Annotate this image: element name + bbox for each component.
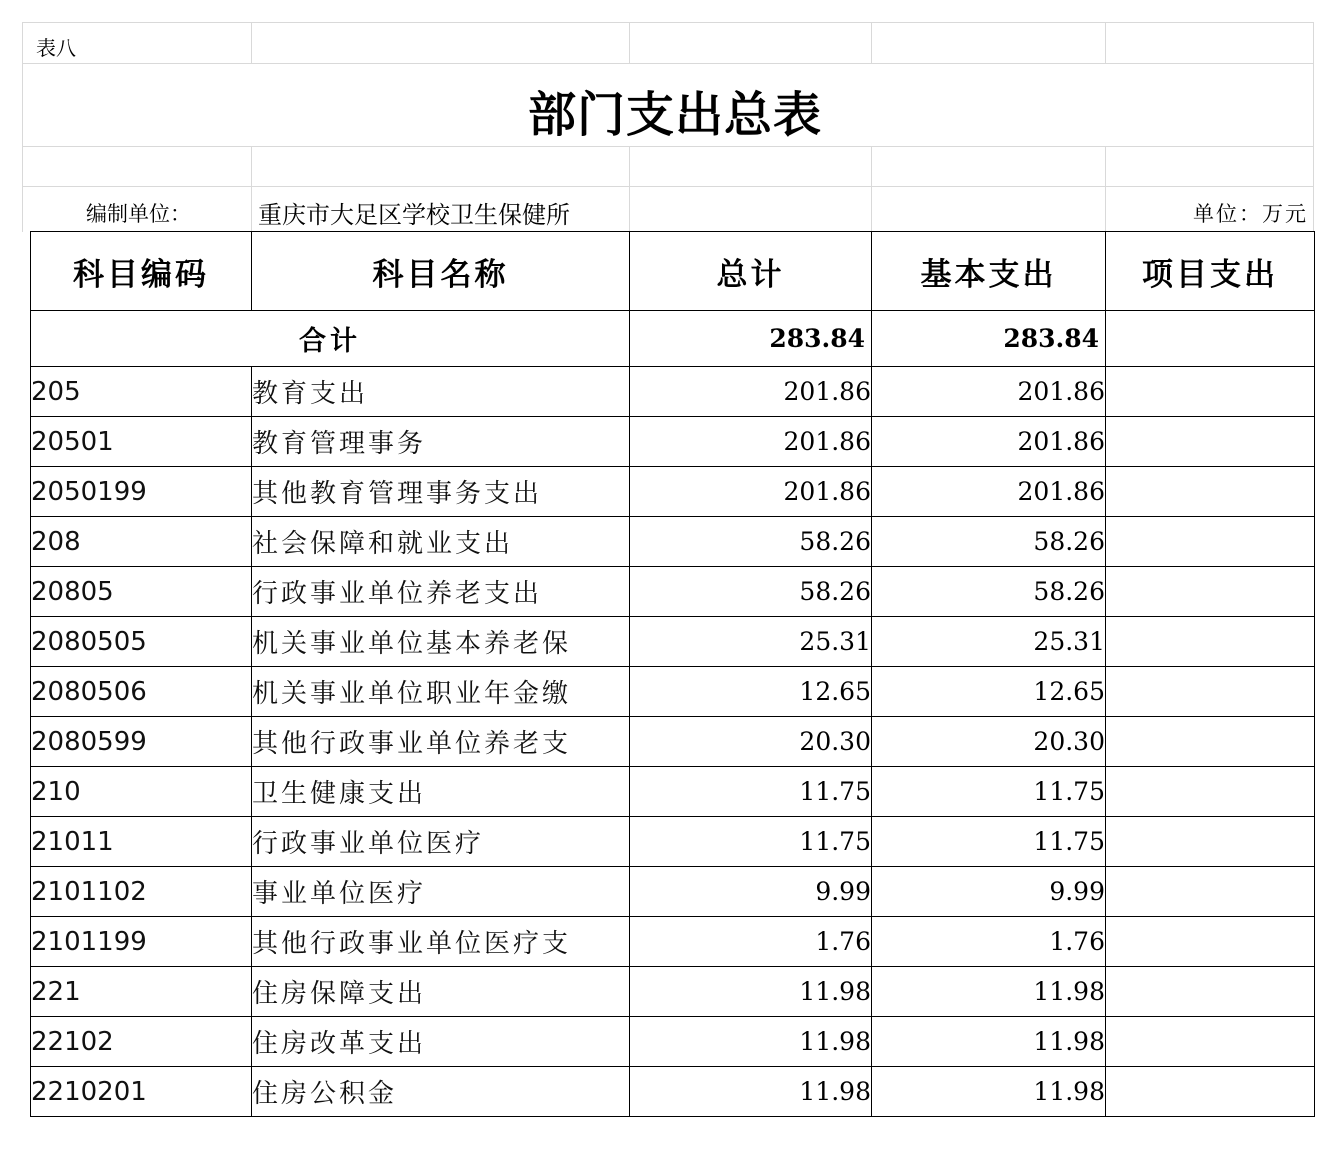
row-name: 事业单位医疗 <box>252 867 630 917</box>
row-code: 221 <box>31 967 252 1017</box>
header-code: 科目编码 <box>31 232 252 311</box>
row-code: 2080505 <box>31 617 252 667</box>
row-name: 其他行政事业单位养老支 <box>252 717 630 767</box>
row-code: 2050199 <box>31 467 252 517</box>
row-code: 2101102 <box>31 867 252 917</box>
table-row <box>31 867 1315 917</box>
row-project <box>1106 967 1315 1017</box>
row-code: 20805 <box>31 567 252 617</box>
row-code: 210 <box>31 767 252 817</box>
row-basic: 20.30 <box>872 717 1106 767</box>
row-name: 机关事业单位基本养老保 <box>252 617 630 667</box>
row-basic: 11.98 <box>872 1017 1106 1067</box>
row-code: 2080506 <box>31 667 252 717</box>
org-label: 编制单位： <box>86 202 191 226</box>
row-project <box>1106 917 1315 967</box>
row-basic: 201.86 <box>872 367 1106 417</box>
row-code: 2101199 <box>31 917 252 967</box>
expenditure-table <box>30 231 1315 1117</box>
row-name: 卫生健康支出 <box>252 767 630 817</box>
row-name: 其他教育管理事务支出 <box>252 467 630 517</box>
row-code: 208 <box>31 517 252 567</box>
row-name: 其他行政事业单位医疗支 <box>252 917 630 967</box>
row-project <box>1106 617 1315 667</box>
row-total: 11.75 <box>630 767 872 817</box>
row-code: 2080599 <box>31 717 252 767</box>
row-name: 教育支出 <box>252 367 630 417</box>
row-basic: 11.98 <box>872 967 1106 1017</box>
row-basic: 11.98 <box>872 1067 1106 1117</box>
table-row <box>31 517 1315 567</box>
header-basic: 基本支出 <box>872 232 1106 311</box>
row-total: 201.86 <box>630 467 872 517</box>
total-row <box>31 311 1315 367</box>
table-row <box>31 367 1315 417</box>
row-project <box>1106 817 1315 867</box>
table-row <box>31 817 1315 867</box>
total-label: 合计 <box>31 311 630 367</box>
table-row <box>31 767 1315 817</box>
row-project <box>1106 667 1315 717</box>
table-row <box>31 967 1315 1017</box>
row-basic: 9.99 <box>872 867 1106 917</box>
unit-label: 单位：万元 <box>1193 202 1308 226</box>
header-name: 科目名称 <box>252 232 630 311</box>
row-basic: 12.65 <box>872 667 1106 717</box>
row-name: 住房公积金 <box>252 1067 630 1117</box>
row-name: 行政事业单位医疗 <box>252 817 630 867</box>
total-basic: 283.84 <box>872 311 1106 367</box>
row-basic: 11.75 <box>872 817 1106 867</box>
header-project: 项目支出 <box>1106 232 1315 311</box>
row-basic: 11.75 <box>872 767 1106 817</box>
row-project <box>1106 367 1315 417</box>
row-total: 201.86 <box>630 417 872 467</box>
header-row <box>31 232 1315 311</box>
row-total: 25.31 <box>630 617 872 667</box>
row-total: 11.98 <box>630 967 872 1017</box>
table-row <box>31 1067 1315 1117</box>
row-total: 1.76 <box>630 917 872 967</box>
row-basic: 58.26 <box>872 567 1106 617</box>
row-project <box>1106 417 1315 467</box>
page-title: 部门支出总表 <box>528 87 823 143</box>
row-name: 教育管理事务 <box>252 417 630 467</box>
total-project <box>1106 311 1315 367</box>
row-name: 行政事业单位养老支出 <box>252 567 630 617</box>
row-project <box>1106 467 1315 517</box>
row-total: 11.98 <box>630 1067 872 1117</box>
row-name: 住房保障支出 <box>252 967 630 1017</box>
org-name: 重庆市大足区学校卫生保健所 <box>258 201 570 229</box>
row-code: 21011 <box>31 817 252 867</box>
row-total: 9.99 <box>630 867 872 917</box>
row-total: 11.75 <box>630 817 872 867</box>
table-number: 表八 <box>36 36 76 60</box>
row-project <box>1106 1017 1315 1067</box>
row-project <box>1106 867 1315 917</box>
row-project <box>1106 517 1315 567</box>
total-sum: 283.84 <box>630 311 872 367</box>
row-project <box>1106 767 1315 817</box>
row-name: 社会保障和就业支出 <box>252 517 630 567</box>
header-total: 总计 <box>630 232 872 311</box>
row-total: 58.26 <box>630 517 872 567</box>
row-total: 201.86 <box>630 367 872 417</box>
row-name: 机关事业单位职业年金缴 <box>252 667 630 717</box>
row-basic: 201.86 <box>872 467 1106 517</box>
table-row <box>31 417 1315 467</box>
row-project <box>1106 1067 1315 1117</box>
row-code: 2210201 <box>31 1067 252 1117</box>
row-total: 20.30 <box>630 717 872 767</box>
row-code: 20501 <box>31 417 252 467</box>
row-name: 住房改革支出 <box>252 1017 630 1067</box>
table-row <box>31 717 1315 767</box>
row-project <box>1106 717 1315 767</box>
row-basic: 25.31 <box>872 617 1106 667</box>
row-code: 205 <box>31 367 252 417</box>
row-basic: 1.76 <box>872 917 1106 967</box>
table-row <box>31 917 1315 967</box>
row-code: 22102 <box>31 1017 252 1067</box>
row-total: 12.65 <box>630 667 872 717</box>
row-total: 11.98 <box>630 1017 872 1067</box>
row-basic: 58.26 <box>872 517 1106 567</box>
row-basic: 201.86 <box>872 417 1106 467</box>
row-total: 58.26 <box>630 567 872 617</box>
table-row <box>31 667 1315 717</box>
table-row <box>31 567 1315 617</box>
table-row <box>31 467 1315 517</box>
table-row <box>31 1017 1315 1067</box>
row-project <box>1106 567 1315 617</box>
table-row <box>31 617 1315 667</box>
